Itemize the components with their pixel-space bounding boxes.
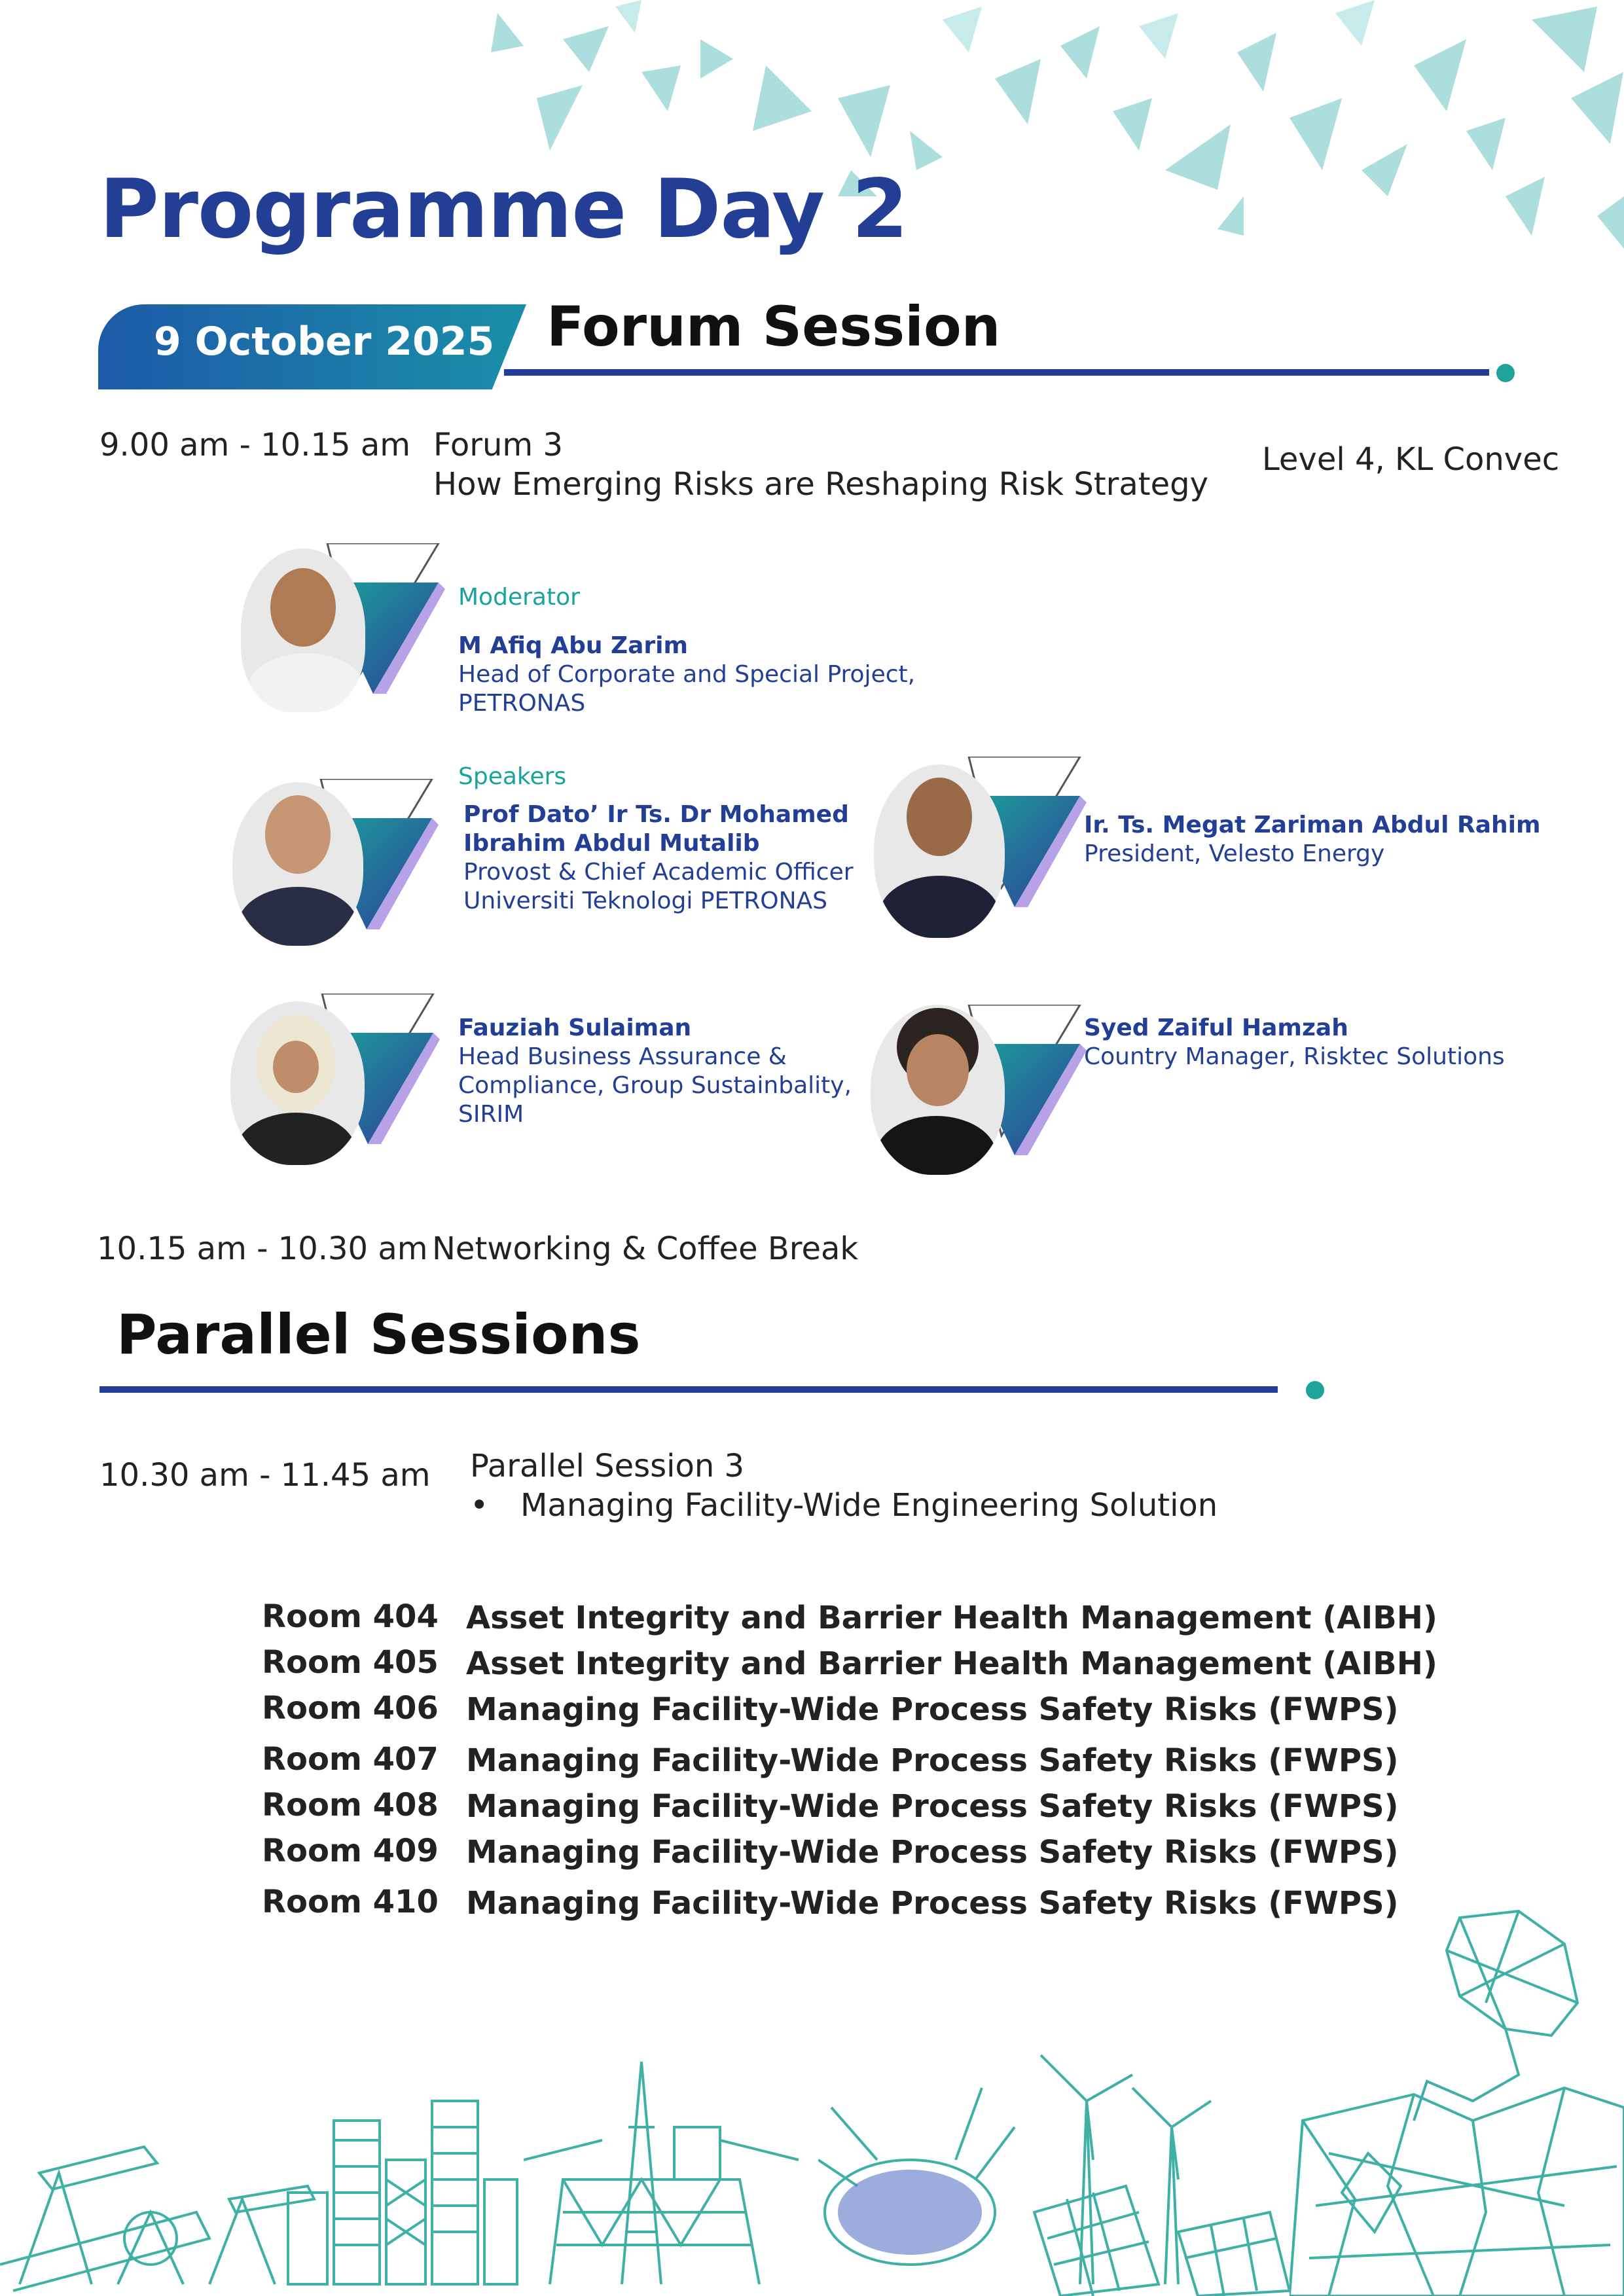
moderator-title: Head of Corporate and Special Project, <box>458 661 916 688</box>
parallel-divider <box>99 1386 1278 1393</box>
speaker-3-org: SIRIM <box>458 1101 524 1128</box>
room-session-title: Managing Facility-Wide Process Safety Risks (FWPS) <box>466 1742 1399 1779</box>
room-session-title: Managing Facility-Wide Process Safety Risks (FWPS) <box>466 1834 1399 1871</box>
parallel-name: Parallel Session 3 <box>470 1448 745 1484</box>
room-number: Room 406 <box>262 1690 439 1727</box>
forum-name: Forum 3 <box>433 427 563 463</box>
break-time: 10.15 am - 10.30 am <box>97 1230 428 1267</box>
page-title: Programme Day 2 <box>99 162 908 257</box>
moderator-name: M Afiq Abu Zarim <box>458 632 688 659</box>
speakers-label: Speakers <box>458 763 567 790</box>
room-session-title: Managing Facility-Wide Process Safety Risks (FWPS) <box>466 1691 1399 1728</box>
moderator-label: Moderator <box>458 584 580 611</box>
room-number: Room 405 <box>262 1644 439 1681</box>
room-number: Room 407 <box>262 1741 439 1778</box>
moderator-org: PETRONAS <box>458 690 586 717</box>
parallel-divider-dot <box>1306 1381 1324 1399</box>
engineer-wireframe-illustration <box>1290 1905 1624 2296</box>
break-label: Networking & Coffee Break <box>432 1230 859 1267</box>
moderator-photo <box>241 548 365 712</box>
parallel-bullet-dot: • <box>470 1487 489 1524</box>
parallel-time: 10.30 am - 11.45 am <box>99 1457 431 1494</box>
forum-topic: How Emerging Risks are Reshaping Risk Strategy <box>433 466 1209 503</box>
forum-section-title: Forum Session <box>547 295 1001 359</box>
forum-venue: Level 4, KL Convec <box>1262 441 1560 478</box>
solar-wind-illustration <box>818 2049 1290 2296</box>
parallel-bullet-text: Managing Facility-Wide Engineering Solution <box>520 1487 1218 1524</box>
speaker-3-name: Fauziah Sulaiman <box>458 1014 692 1041</box>
room-number: Room 408 <box>262 1787 439 1823</box>
room-session-title: Asset Integrity and Barrier Health Management (AIBH) <box>466 1645 1437 1682</box>
speaker-2-name: Ir. Ts. Megat Zariman Abdul Rahim <box>1084 812 1541 838</box>
room-number: Room 409 <box>262 1833 439 1869</box>
speaker-1-photo <box>232 782 363 946</box>
parallel-section-title: Parallel Sessions <box>117 1302 641 1367</box>
speaker-3-title: Head Business Assurance & <box>458 1043 787 1070</box>
speaker-2-photo <box>874 764 1005 938</box>
forum-time: 9.00 am - 10.15 am <box>99 427 410 463</box>
date-label: 9 October 2025 <box>154 319 495 365</box>
speaker-4-photo <box>871 1005 1005 1175</box>
offshore-rig-illustration <box>524 2049 805 2296</box>
room-session-title: Asset Integrity and Barrier Health Management (AIBH) <box>466 1600 1437 1636</box>
speaker-1-name-line1: Prof Dato’ Ir Ts. Dr Mohamed <box>463 801 849 828</box>
room-session-title: Managing Facility-Wide Process Safety Risks (FWPS) <box>466 1885 1399 1922</box>
room-number: Room 410 <box>262 1884 439 1920</box>
forum-divider <box>504 369 1489 376</box>
room-session-title: Managing Facility-Wide Process Safety Risks (FWPS) <box>466 1788 1399 1825</box>
speaker-3-dept: Compliance, Group Sustainbality, <box>458 1072 852 1099</box>
speaker-3-photo <box>230 1001 365 1165</box>
speaker-4-name: Syed Zaiful Hamzah <box>1084 1014 1348 1041</box>
speaker-1-name-line2: Ibrahim Abdul Mutalib <box>463 830 760 857</box>
speaker-1-title: Provost & Chief Academic Officer <box>463 859 854 886</box>
oil-pump-skyline-illustration <box>0 2049 524 2296</box>
room-number: Room 404 <box>262 1598 439 1635</box>
speaker-2-title: President, Velesto Energy <box>1084 840 1385 867</box>
speaker-4-title: Country Manager, Risktec Solutions <box>1084 1043 1505 1070</box>
speaker-1-org: Universiti Teknologi PETRONAS <box>463 888 827 914</box>
forum-divider-dot <box>1496 364 1515 382</box>
